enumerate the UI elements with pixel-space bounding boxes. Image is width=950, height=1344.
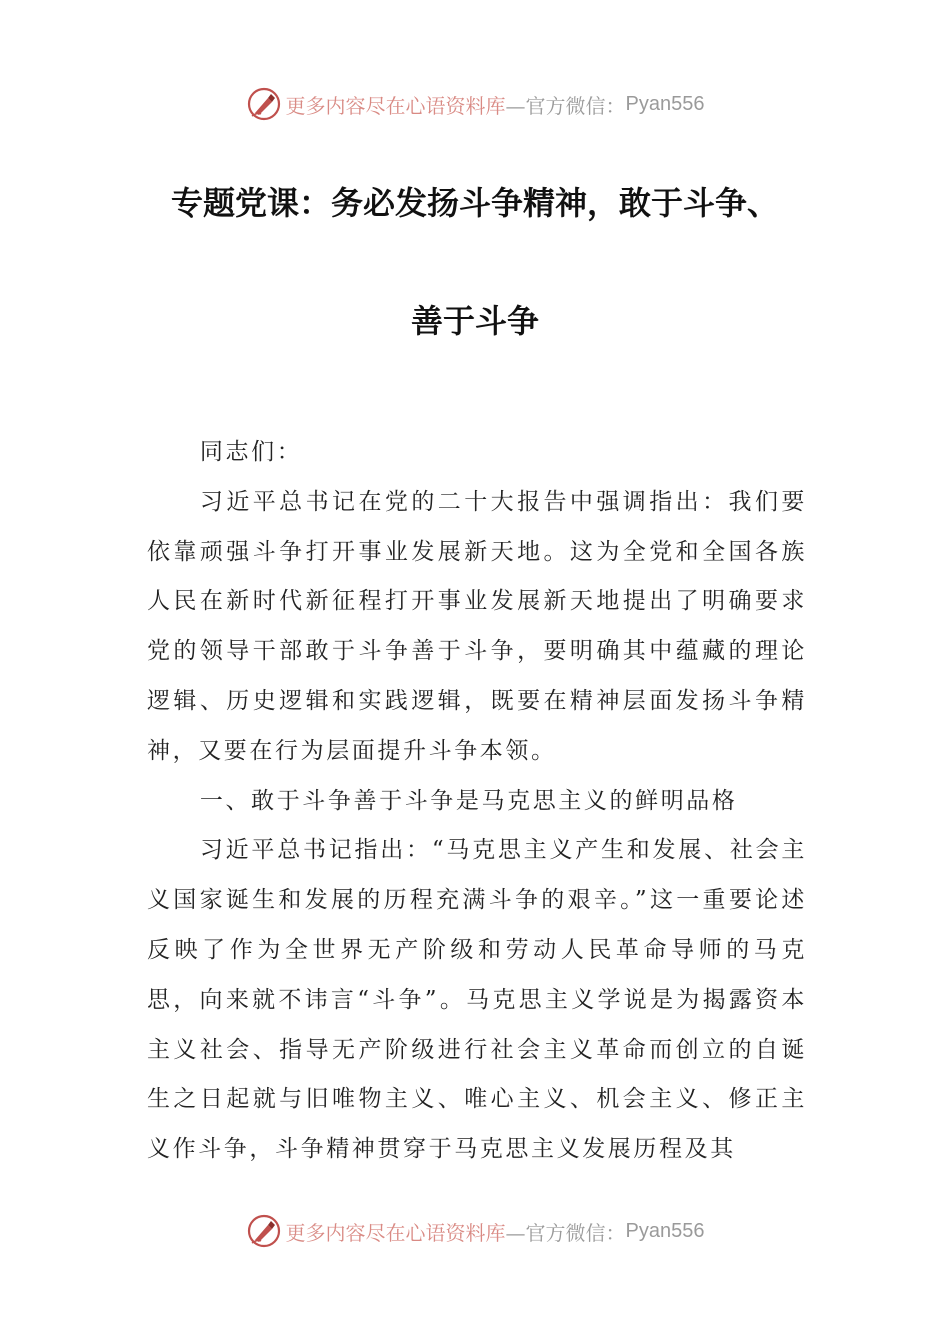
- fountain-pen-logo-icon: [246, 86, 282, 122]
- banner-site-text: 更多内容尽在心语资料库: [285, 1220, 506, 1245]
- document-body: [147, 428, 807, 1175]
- document-title-line-2: 善于斗争: [410, 302, 539, 340]
- salutation-paragraph: 同志们：: [199, 439, 303, 465]
- document-title-line-1: 专题党课：务必发扬斗争精神，敢于斗争、: [170, 184, 779, 222]
- fountain-pen-logo-icon: [246, 1213, 282, 1249]
- banner-official-label: —官方微信：: [505, 93, 626, 118]
- intro-paragraph: 习近平总书记在党的二十大报告中强调指出：我们要依靠顽强斗争打开事业发展新天地。这为全党和全国各族人民在新时代新征程打开事业发展新天地提出了明确要求党的领导干部敢于斗争善于斗争，要明确其中蕴藏的理论逻辑、历史逻辑和实践逻辑，既要在精神层面发扬斗争精神，又要在行为层面提升斗争本领。: [147, 488, 807, 764]
- banner-wechat-id: Pyan556: [625, 1219, 705, 1242]
- header-banner: [0, 84, 950, 124]
- banner-site-text: 更多内容尽在心语资料库: [285, 93, 506, 118]
- footer-banner: [0, 1211, 950, 1251]
- section-1-paragraph: 习近平总书记指出：“马克思主义产生和发展、社会主义国家诞生和发展的历程充满斗争的艰辛。”这一重要论述反映了作为全世界无产阶级和劳动人民革命导师的马克思，向来就不讳言“斗争”。马克思主义学说是为揭露资本主义社会、指导无产阶级进行社会主义革命而创立的自诞生之日起就与旧唯物主义、唯心主义、机会主义、修正主义作斗争，斗争精神贯穿于马克思主义发展历程及其: [147, 837, 807, 1163]
- banner-wechat-id: Pyan556: [625, 92, 705, 115]
- section-heading-1: 一、敢于斗争善于斗争是马克思主义的鲜明品格: [199, 787, 738, 814]
- banner-official-label: —官方微信：: [505, 1220, 626, 1245]
